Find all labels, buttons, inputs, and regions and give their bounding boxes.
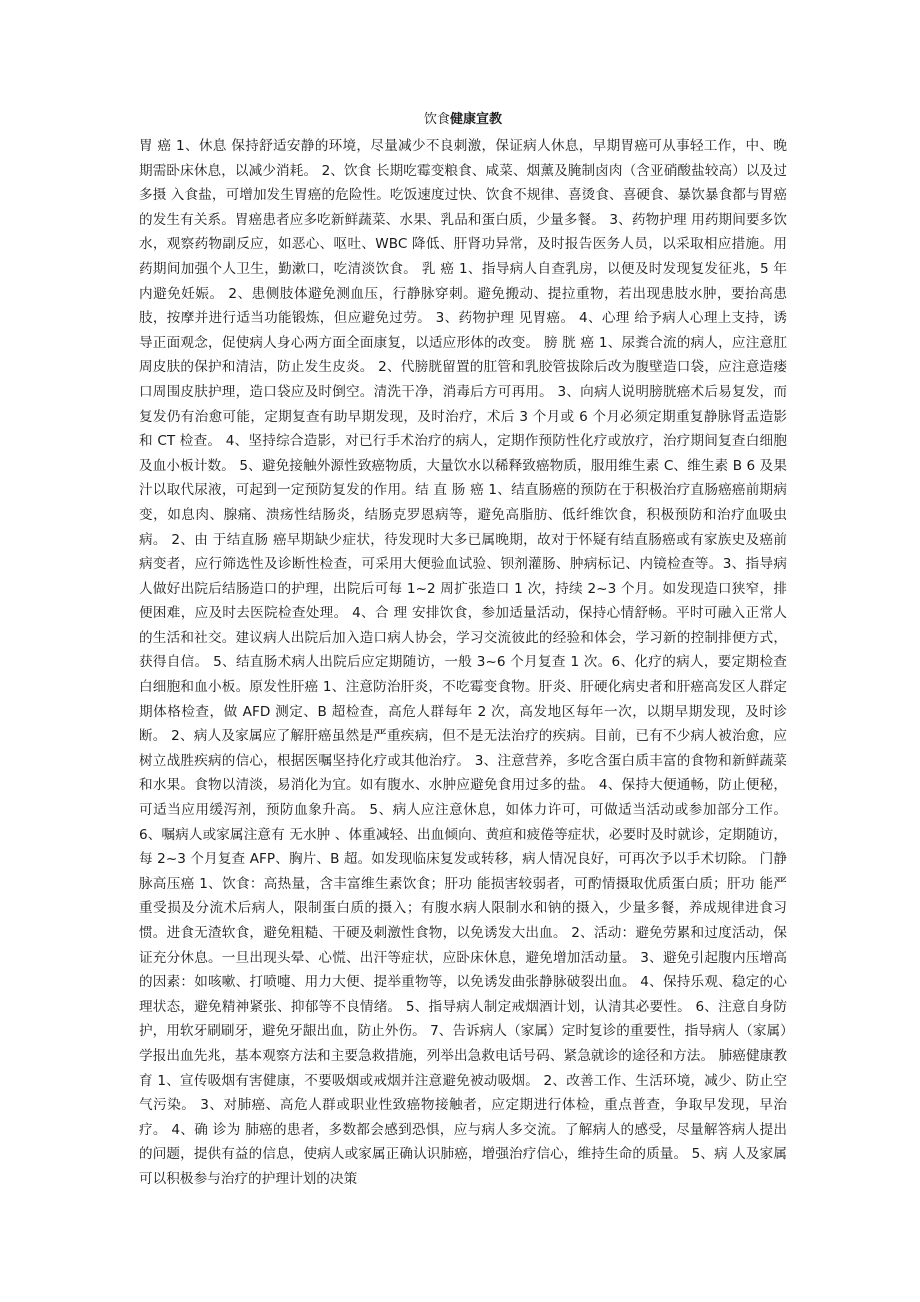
page-title [139,109,787,131]
document-page [139,109,787,1192]
title-plain: 饮食 [423,112,450,127]
title-bold: 健康宣教 [450,112,503,127]
body-paragraph: 胃 癌 1、休息 保持舒适安静的环境，尽量减少不良刺激，保证病人休息，早期胃癌可从事轻工作，中、晚期需卧床休息，以减少消耗。 2、饮食 长期吃霉变粮食、咸菜、烟薰及腌制卤肉（含亚硝酸盐较高）以及过多摄 入食盐，可增加发生胃癌的危险性。吃饭速度过快、饮食不规律、喜烫食、喜硬食、暴饮暴食都与胃癌的发生有关系。胃癌患者应多吃新鲜蔬菜、水果、乳品和蛋白质，少量多餐。 3、药物护理 用药期间要多饮水，观察药物副反应，如恶心、呕吐、WBC 降低、肝肾功异常，及时报告医务人员，以采取相应措施。用药期间加强个人卫生，勤漱口，吃清淡饮食。 乳 癌 1、指导病人自查乳房，以便及时发现复发征兆，5 年内避免妊娠。 2、患侧肢体避免测血压，行静脉穿刺。避免搬动、提拉重物，若出现患肢水肿，要抬高患肢，按摩并进行适当功能锻炼，但应避免过劳。 3、药物护理 见胃癌。 4、心理 给予病人心理上支持，诱导正面观念，促使病人身心两方面全面康复，以适应形体的改变。 膀 胱 癌 1、尿粪合流的病人，应注意肛周皮肤的保护和清洁，防止发生皮炎。 2、代膀胱留置的肛管和乳胶管拔除后改为腹壁造口袋，应注意造瘘口周围皮肤护理，造口袋应及时倒空。清洗干净，消毒后方可再用。 3、向病人说明膀胱癌术后易复发，而复发仍有治愈可能，定期复查有助早期发现，及时治疗，术后 3 个月或 6 个月必须定期重复静脉肾盂造影和 CT 检查。 4、坚持综合造影，对已行手术治疗的病人，定期作预防性化疗或放疗，治疗期间复查白细胞及血小板计数。 5、避免接触外源性致癌物质，大量饮水以稀释致癌物质，服用维生素 C、维生素 B 6 及果汁以取代尿液，可起到一定预防复发的作用。结 直 肠 癌 1、结直肠癌的预防在于积极治疗直肠癌癌前期病变，如息肉、腺痛、溃疡性结肠炎，结肠克罗恩病等，避免高脂肪、低纤维饮食，积极预防和治疗血吸虫病。 2、由 于结直肠 癌早期缺少症状，待发现时大多已属晚期，故对于怀疑有结直肠癌或有家族史及癌前病变者，应行筛选性及诊断性检查，可采用大便验血试验、钡剂灌肠、肿病标记、内镜检查等。3、指导病人做好出院后结肠造口的护理，出院后可每 1~2 周扩张造口 1 次，持续 2~3 个月。如发现造口狭窄，排便困难，应及时去医院检查处理。 4、合 理 安排饮食，参加适量活动，保持心情舒畅。平时可融入正常人的生活和社交。建议病人出院后加入造口病人协会，学习交流彼此的经验和体会，学习新的控制排便方式，获得自信。 5、结直肠术病人出院后应定期随访，一般 3~6 个月复查 1 次。6、化疗的病人，要定期检查白细胞和血小板。原发性肝癌 1、注意防治肝炎，不吃霉变食物。肝炎、肝硬化病史者和肝癌高发区人群定期体格检查，做 AFD 测定、B 超检查，高危人群每年 2 次，高发地区每年一次，以期早期发现，及时诊断。 2、病人及家属应了解肝癌虽然是严重疾病，但不是无法治疗的疾病。目前，已有不少病人被治愈，应树立战胜疾病的信心，根据医嘱坚持化疗或其他治疗。 3、注意营养，多吃含蛋白质丰富的食物和新鲜蔬菜和水果。食物以清淡，易消化为宜。如有腹水、水肿应避免食用过多的盐。 4、保持大便通畅，防止便秘，可适当应用缓泻剂，预防血象升高。 5、病人应注意休息，如体力许可，可做适当活动或参加部分工作。 6、嘱病人或家属注意有 无水肿 、体重减轻、出血倾向、黄疸和疲倦等症状，必要时及时就诊，定期随访，每 2~3 个月复查 AFP、胸片、B 超。如发现临床复发或转移，病人情况良好，可再次予以手术切除。 门静脉高压癌 1、饮食：高热量，含丰富维生素饮食；肝功 能损害较弱者，可酌情摄取优质蛋白质；肝功 能严重受损及分流术后病人，限制蛋白质的摄入；有腹水病人限制水和钠的摄入，少量多餐，养成规律进食习惯。进食无渣软食，避免粗糙、干硬及刺激性食物，以免诱发大出血。 2、活动：避免劳累和过度活动，保证充分休息。一旦出现头晕、心慌、出汗等症状，应卧床休息，避免增加活动量。 3、避免引起腹内压增高的因素：如咳嗽、打喷嚏、用力大便、提举重物等，以免诱发曲张静脉破裂出血。 4、保持乐观、稳定的心理状态，避免精神紧张、抑郁等不良情绪。 5、指导病人制定戒烟酒计划，认清其必要性。 6、注意自身防护，用软牙刷刷牙，避免牙龈出血，防止外伤。 7、告诉病人（家属）定时复诊的重要性，指导病人（家属）学报出血先兆，基本观察方法和主要急救措施，列举出急救电话号码、紧急就诊的途径和方法。 肺癌健康教育 1、宣传吸烟有害健康，不要吸烟或戒烟并注意避免被动吸烟。 2、改善工作、生活环境，减少、防止空气污染。 3、对肺癌、高危人群或职业性致癌物接触者，应定期进行体检，重点普查，争取早发现，早治疗。 4、确 诊为 肺癌的患者，多数都会感到恐惧，应与病人多交流。了解病人的感受，尽量解答病人提出的问题，提供有益的信息，使病人或家属正确认识肺癌，增强治疗信心，维持生命的质量。 5、病 人及家属可以积极参与治疗的护理计划的决策 [139,138,787,1187]
